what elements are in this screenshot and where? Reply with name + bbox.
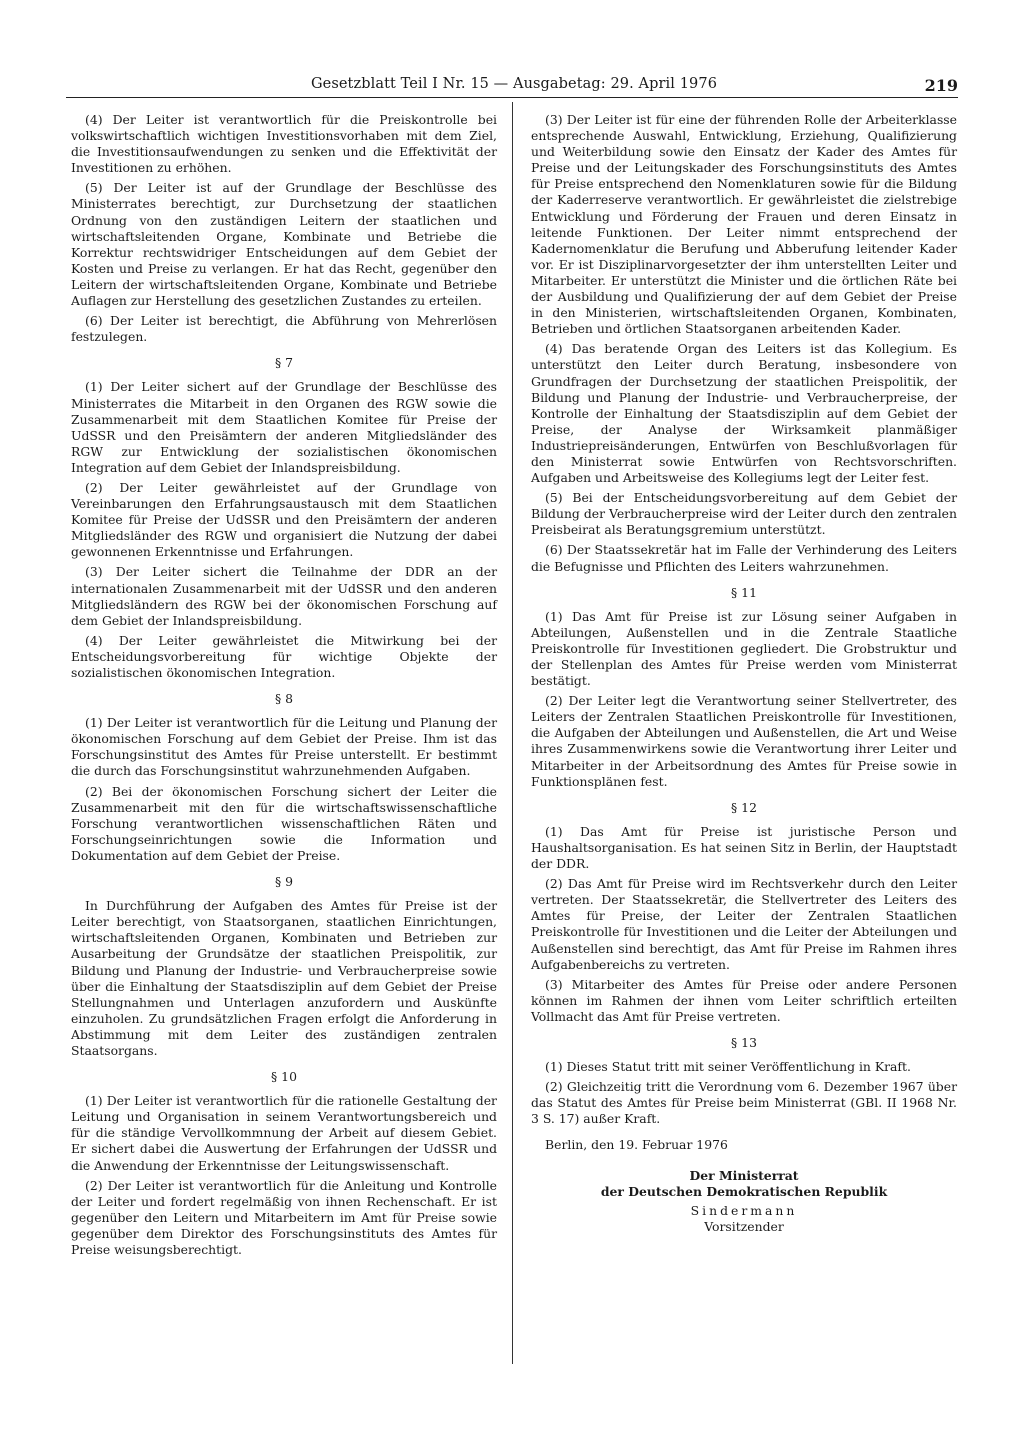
paragraph: (5) Bei der Entscheidungsvorbereitung auf dem Gebiet der Bildung der Verbraucherpreise wird der Leiter durch den zentralen Preisbeirat als Beratungsgremium unterstützt.	[531, 490, 957, 538]
signatory-body: Der Ministerrat	[689, 1167, 799, 1183]
paragraph: (1) Das Amt für Preise ist juristische Person und Haushaltsorganisation. Es hat seinen Sitz in Berlin, der Hauptstadt der DDR.	[531, 823, 957, 872]
column-divider	[512, 102, 513, 1364]
signature-block	[531, 1168, 957, 1235]
section-heading-13: § 13	[731, 1034, 757, 1050]
paragraph: (1) Der Leiter ist verantwortlich für die rationelle Gestaltung der Leitung und Organisation in seinem Verantwortungsbereich und für die ständige Vervollkommnung der Arbeit auf diesem Gebiet. Er sichert dabei die Auswertung der Erfahrungen der UdSSR und die Anwendung der Erkenntnisse der Leitungswissenschaft.	[71, 1093, 497, 1173]
paragraph: (2) Der Leiter gewährleistet auf der Grundlage von Vereinbarungen den Erfahrungsaustausch mit dem Staatlichen Komitee für Preise der UdSSR und den Preisämtern der anderen Mitgliedsländer des RGW und organisiert die Nutzung der dabei gewonnenen Erkenntnisse und Erfahrungen.	[71, 479, 497, 560]
paragraph: (5) Der Leiter ist auf der Grundlage der Beschlüsse des Ministerrates berechtigt, zur Durchsetzung der staatlichen Ordnung von den zuständigen Leitern der staatlichen und wirtschaftsleitenden Organe, Kombinate und Betriebe die Korrektur rechtswidriger Entscheidungen auf dem Gebiet der Kosten und Preise zu verlangen. Er hat das Recht, gegenüber den Leitern der wirtschaftsleitenden Organe, Kombinate und Betriebe Auflagen zur Herstellung des gesetzlichen Zustandes zu erteilen.	[71, 180, 497, 309]
paragraph: (1) Der Leiter ist verantwortlich für die Leitung und Planung der ökonomischen Forschung auf dem Gebiet der Preise. Ihm ist das Forschungsinstitut des Amtes für Preise unterstellt. Er bestimmt die durch das Forschungsinstitut wahrzunehmenden Aufgaben.	[71, 715, 497, 779]
section-heading-9: § 9	[274, 874, 294, 890]
signatory-name: Sindermann	[690, 1202, 798, 1218]
page-number: 219	[924, 76, 958, 95]
paragraph: (1) Der Leiter sichert auf der Grundlage der Beschlüsse des Ministerrates die Mitarbeit in den Organen des RGW sowie die Zusammenarbeit mit dem Staatlichen Komitee für Preise der UdSSR und den Preisämtern der anderen Mitgliedsländer des RGW zur Entwicklung der sozialistischen ökonomischen Integration auf dem Gebiet der Inlandspreisbildung.	[71, 379, 497, 475]
paragraph: (3) Der Leiter sichert die Teilnahme der DDR an der internationalen Zusammenarbeit mit der UdSSR und den anderen Mitgliedsländern des RGW bei der ökonomischen Forschung auf dem Gebiet der Inlandspreisbildung.	[71, 564, 497, 628]
paragraph: (1) Das Amt für Preise ist zur Lösung seiner Aufgaben in Abteilungen, Außenstellen und in die Zentrale Staatliche Preiskontrolle für Investitionen gegliedert. Die Grobstruktur und der Stellenplan des Amtes für Preise werden vom Ministerrat bestätigt.	[531, 608, 957, 689]
paragraph: (2) Das Amt für Preise wird im Rechtsverkehr durch den Leiter vertreten. Der Staatssekretär, die Stellvertreter des Leiters des Amtes für Preise, der Leiter der Zentralen Staatlichen Preiskontrolle für Investitionen und die Leiter der Abteilungen und Außenstellen sind berechtigt, das Amt für Preise im Rahmen ihres Aufgabenbereichs zu vertreten.	[531, 876, 957, 972]
paragraph: (4) Das beratende Organ des Leiters ist das Kollegium. Es unterstützt den Leiter durch Beratung, insbesondere von Grundfragen der Durchsetzung der staatlichen Preispolitik, der Bildung und Planung der Industrie- und Verbraucherpreise, der Kontrolle der Einhaltung der Staatsdisziplin auf dem Gebiet der Preise, der Analyse der Wirksamkeit planmäßiger Industriepreisänderungen, Entwürfen von Beschlußvorlagen für den Ministerrat sowie Entwürfen von Rechtsvorschriften. Aufgaben und Arbeitsweise des Kollegiums legt der Leiter fest.	[531, 341, 957, 486]
signatory-body-full: der Deutschen Demokratischen Republik	[600, 1183, 888, 1199]
signatory-title: Vorsitzender	[704, 1218, 784, 1234]
paragraph: (6) Der Staatssekretär hat im Falle der Verhinderung des Leiters die Befugnisse und Pflichten des Leiters wahrzunehmen.	[531, 542, 957, 574]
running-title: Gesetzblatt Teil I Nr. 15 — Ausgabetag: 29. April 1976	[310, 76, 718, 92]
paragraph: (2) Bei der ökonomischen Forschung sichert der Leiter die Zusammenarbeit mit den für die wirtschaftswissenschaftliche Forschung verantwortlichen wissenschaftlichen Räten und Forschungseinrichtungen sowie die Information und Dokumentation auf dem Gebiet der Preise.	[71, 783, 497, 863]
paragraph: (2) Der Leiter ist verantwortlich für die Anleitung und Kontrolle der Leiter und fordert regelmäßig von ihnen Rechenschaft. Er ist gegenüber den Leitern und Mitarbeitern im Amt für Preise sowie gegenüber dem Direktor des Forschungsinstituts des Amtes für Preise weisungsberechtigt.	[71, 1177, 497, 1257]
section-heading-11: § 11	[731, 584, 757, 600]
paragraph: (3) Mitarbeiter des Amtes für Preise oder andere Personen können im Rahmen der ihnen vom Leiter schriftlich erteilten Vollmacht das Amt für Preise vertreten.	[531, 976, 957, 1024]
paragraph: (2) Gleichzeitig tritt die Verordnung vom 6. Dezember 1967 über das Statut des Amtes für Preise beim Ministerrat (GBl. II 1968 Nr. 3 S. 17) außer Kraft.	[531, 1079, 957, 1127]
page-header	[70, 76, 958, 98]
paragraph: (6) Der Leiter ist berechtigt, die Abführung von Mehrerlösen festzulegen.	[71, 313, 497, 345]
paragraph: (1) Dieses Statut tritt mit seiner Veröffentlichung in Kraft.	[545, 1059, 911, 1075]
section-heading-12: § 12	[731, 799, 757, 815]
section-heading-8: § 8	[274, 691, 294, 707]
paragraph: (4) Der Leiter gewährleistet die Mitwirkung bei der Entscheidungsvorbereitung für wichtige Objekte der sozialistischen ökonomischen Integration.	[71, 632, 497, 680]
right-column	[531, 112, 957, 1235]
paragraph: (3) Der Leiter ist für eine der führenden Rolle der Arbeiterklasse entsprechende Auswahl, Entwicklung, Erziehung, Qualifizierung und Weiterbildung sowie den Einsatz der Kader des Amtes für Preise und der Leitungskader des Forschungsinstituts des Amtes für Preise entsprechend den Nomenklaturen sowie für die Bildung der Kaderreserve verantwortlich. Er gewährleistet die zielstrebige Entwicklung und Förderung der Frauen und deren Einsatz in leitende Funktionen. Der Leiter nimmt entsprechend der Kadernomenklatur die Berufung und Abberufung leitender Kader vor. Er ist Disziplinarvorgesetzter der ihm unterstellten Leiter und Mitarbeiter. Er unterstützt die Minister und die örtlichen Räte bei der Ausbildung und Qualifizierung der auf dem Gebiet der Preise in den Ministerien, wirtschaftsleitenden Organen, Kombinaten, Betrieben und örtlichen Staatsorganen arbeitenden Kader.	[531, 112, 957, 337]
header-rule	[66, 97, 958, 98]
paragraph: (4) Der Leiter ist verantwortlich für die Preiskontrolle bei volkswirtschaftlich wichtigen Investitionsvorhaben mit dem Ziel, die Investitionsaufwendungen zu senken und die Effektivität der Investitionen zu erhöhen.	[71, 112, 497, 176]
paragraph: In Durchführung der Aufgaben des Amtes für Preise ist der Leiter berechtigt, von Staatsorganen, staatlichen Einrichtungen, wirtschaftsleitenden Organen, Kombinaten und Betrieben zur Ausarbeitung der Grundsätze der staatlichen Preispolitik, zur Bildung und Planung der Industrie- und Verbraucherpreise sowie über die Einhaltung der Staatsdisziplin auf dem Gebiet der Preise Stellungnahmen und Unterlagen anzufordern und Auskünfte einzuholen. Zu grundsätzlichen Fragen erfolgt die Anforderung in Abstimmung mit dem Leiter des zuständigen zentralen Staatsorgans.	[71, 898, 497, 1058]
paragraph: (2) Der Leiter legt die Verantwortung seiner Stellvertreter, des Leiters der Zentralen Staatlichen Preiskontrolle für Investitionen, die Aufgaben der Abteilungen und Außenstellen, die Art und Weise ihres Zusammenwirkens sowie die Verantwortung ihrer Leiter und Mitarbeiter in der Arbeitsordnung des Amtes für Preise sowie in Funktionsplänen fest.	[531, 693, 957, 789]
section-heading-7: § 7	[274, 355, 294, 371]
section-heading-10: § 10	[271, 1069, 297, 1085]
left-column	[71, 112, 497, 1262]
place-date: Berlin, den 19. Februar 1976	[545, 1137, 728, 1153]
